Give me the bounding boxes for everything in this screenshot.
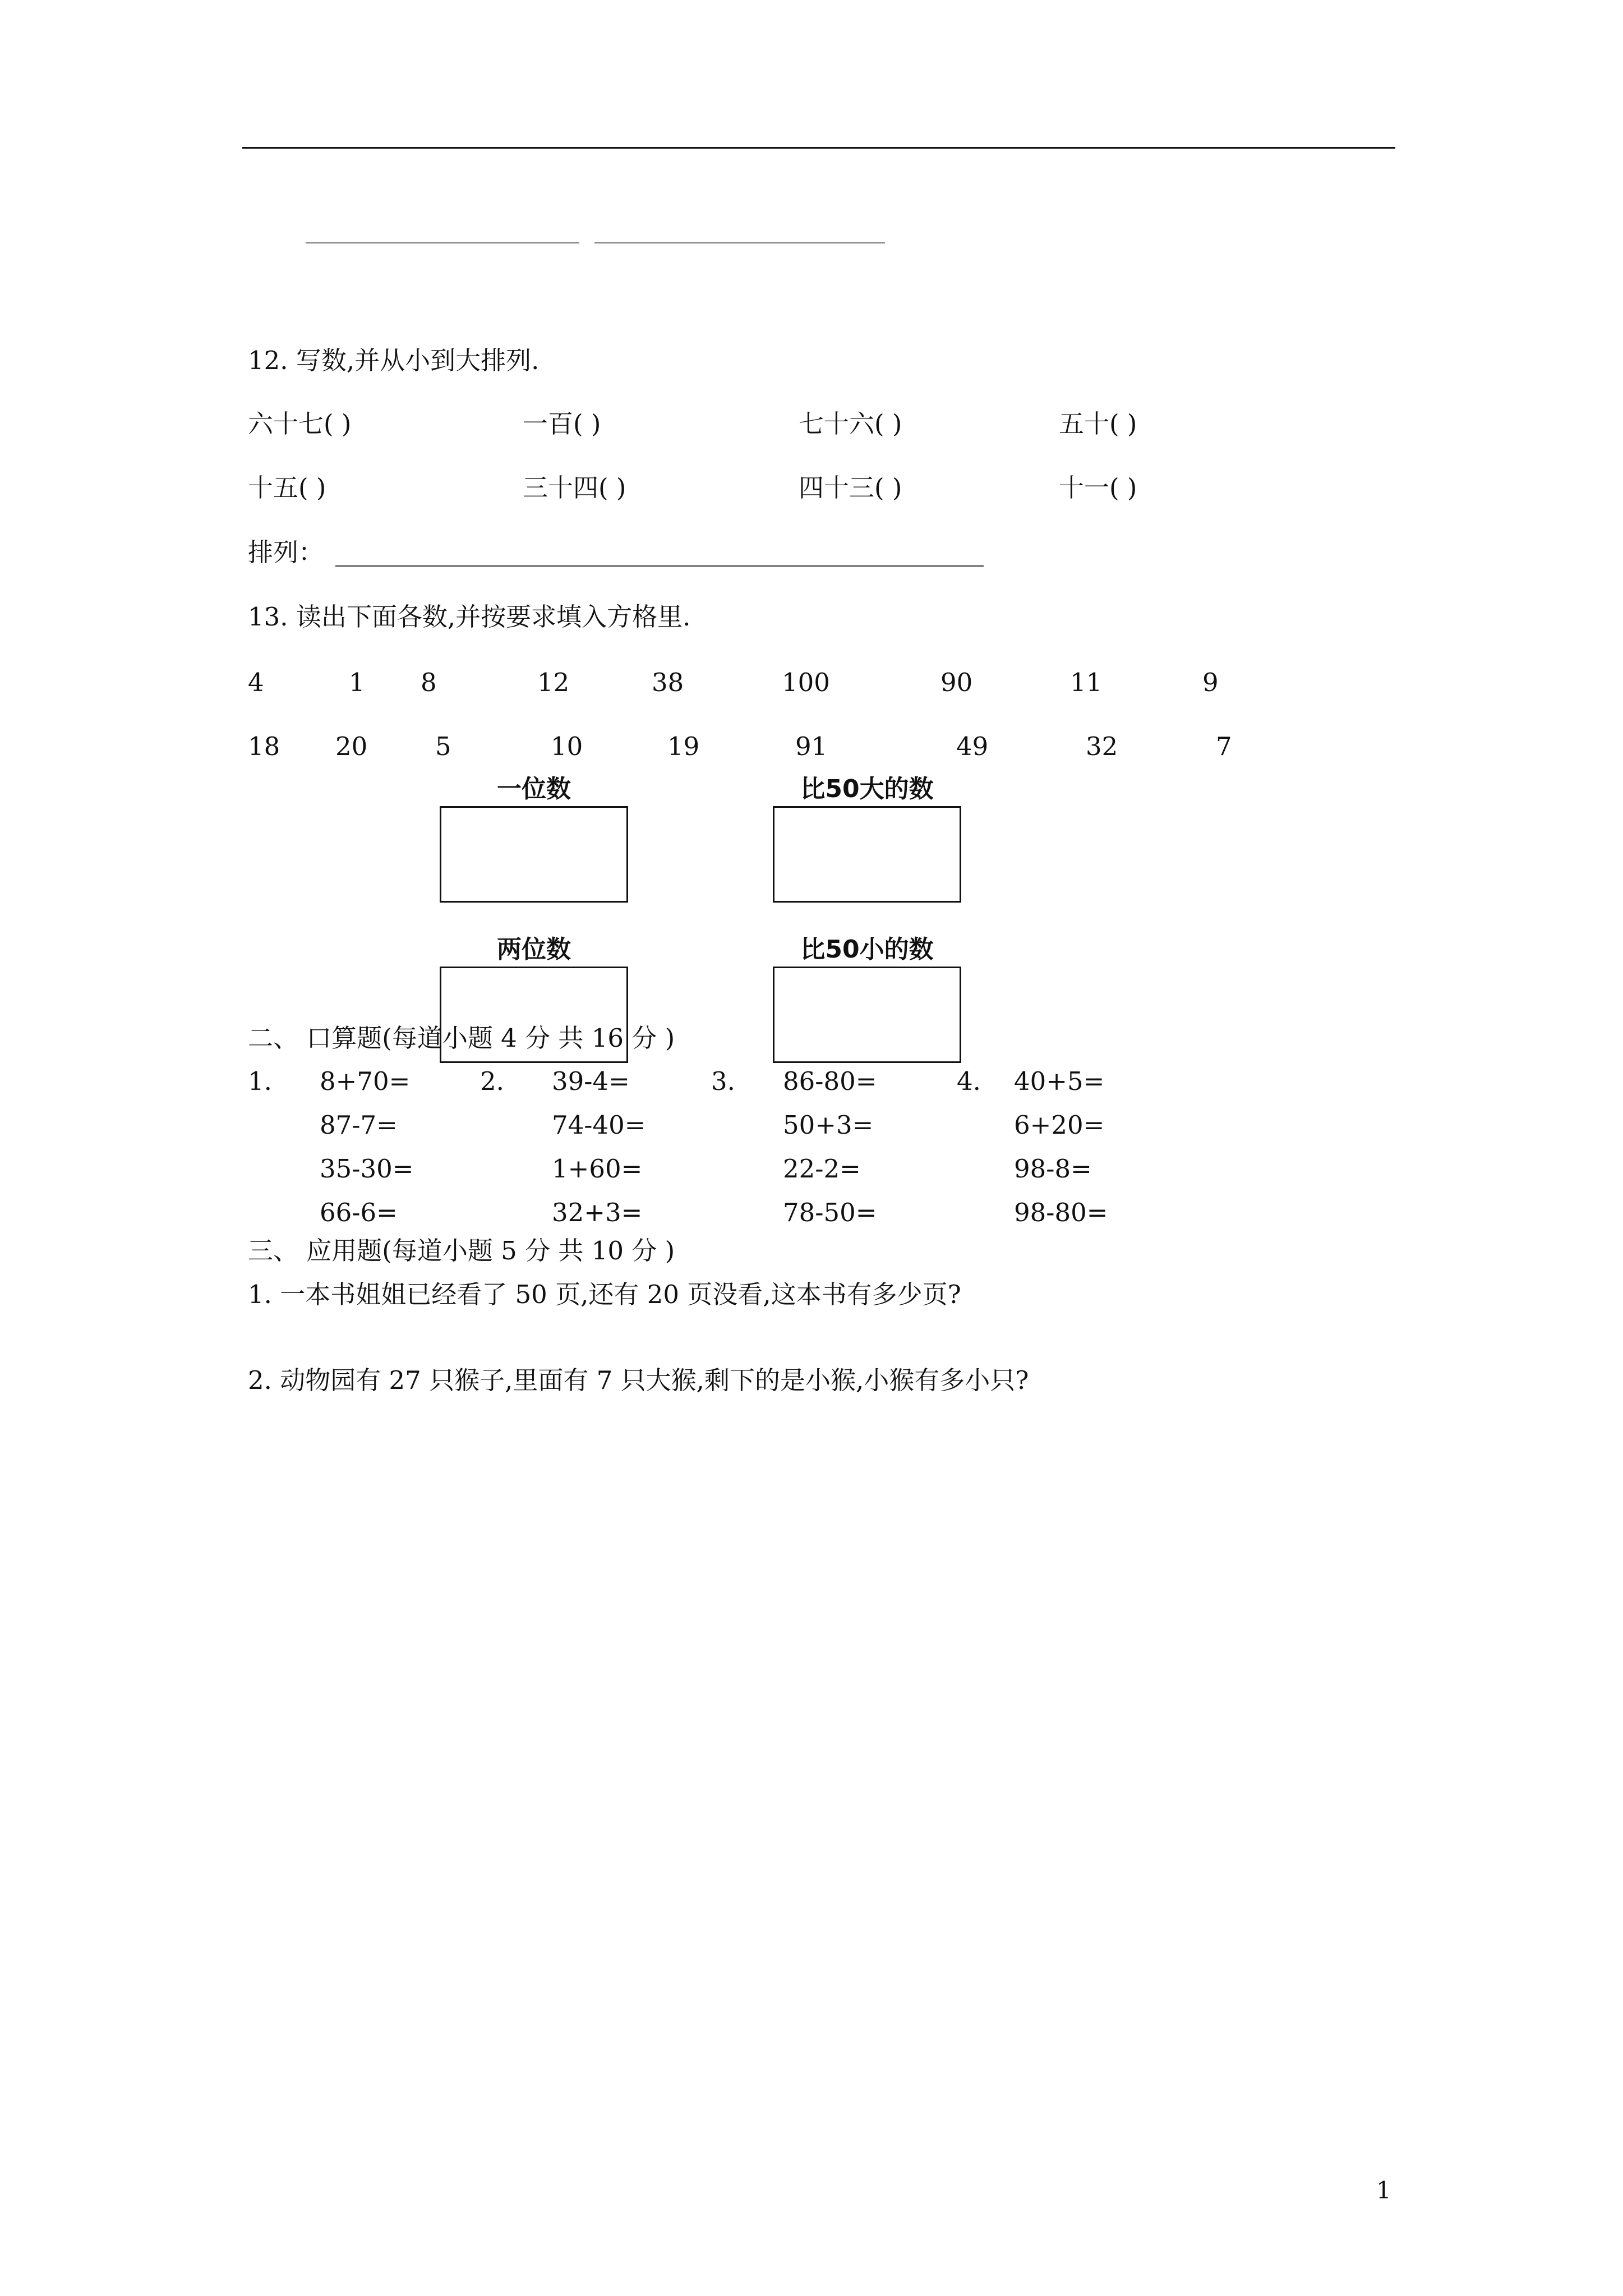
section2-number: 3. xyxy=(711,1066,735,1096)
q12-item: 四十三( ) xyxy=(799,473,902,503)
q13-title: 13. 读出下面各数,并按要求填入方格里. xyxy=(248,602,691,632)
q12-item: 六十七( ) xyxy=(248,409,352,439)
calc-item: 66-6= xyxy=(320,1198,398,1227)
q12-title: 12. 写数,并从小到大排列. xyxy=(248,346,540,375)
calc-item: 74-40= xyxy=(552,1110,646,1140)
q13-number: 8 xyxy=(421,668,437,697)
q13-number: 1 xyxy=(349,668,365,697)
single-digit-box[interactable] xyxy=(440,806,628,903)
top-blank-2[interactable] xyxy=(594,242,885,243)
q12-item: 三十四( ) xyxy=(523,473,626,503)
q13-number: 7 xyxy=(1216,731,1232,761)
q13-number: 32 xyxy=(1086,731,1118,761)
section3-title: 三、 应用题(每道小题 5 分 共 10 分 ) xyxy=(248,1236,675,1266)
calc-item: 50+3= xyxy=(783,1110,874,1140)
word-problem: 1. 一本书姐姐已经看了 50 页,还有 20 页没看,这本书有多少页? xyxy=(248,1280,961,1309)
header-rule xyxy=(242,147,1395,149)
q12-item: 五十( ) xyxy=(1059,409,1137,439)
section2-number: 2. xyxy=(480,1066,504,1096)
q13-number: 10 xyxy=(551,731,583,761)
top-blank-1[interactable] xyxy=(306,242,579,243)
q13-number: 49 xyxy=(956,731,989,761)
calc-item: 39-4= xyxy=(552,1066,630,1096)
section2-number: 1. xyxy=(248,1066,272,1096)
q13-number: 100 xyxy=(782,668,830,697)
q12-item: 十五( ) xyxy=(248,473,326,503)
page-number: 1 xyxy=(1376,2177,1391,2204)
less-than-50-box[interactable] xyxy=(773,967,961,1063)
q12-item: 七十六( ) xyxy=(799,409,902,439)
box-label-two-digit: 两位数 xyxy=(497,935,571,964)
q13-number: 9 xyxy=(1202,668,1219,697)
calc-item: 40+5= xyxy=(1014,1066,1105,1096)
word-problem: 2. 动物园有 27 只猴子,里面有 7 只大猴,剩下的是小猴,小猴有多小只? xyxy=(248,1365,1029,1395)
calc-item: 98-80= xyxy=(1014,1198,1108,1227)
q12-item: 十一( ) xyxy=(1059,473,1137,503)
calc-item: 98-8= xyxy=(1014,1154,1092,1184)
calc-item: 8+70= xyxy=(320,1066,411,1096)
box-label-greater-than-50: 比50大的数 xyxy=(800,775,934,803)
q13-number: 91 xyxy=(795,731,828,761)
calc-item: 87-7= xyxy=(320,1110,398,1140)
q13-number: 90 xyxy=(940,668,973,697)
arrange-answer-line[interactable] xyxy=(335,565,984,567)
calc-item: 86-80= xyxy=(783,1066,877,1096)
q13-number: 4 xyxy=(248,668,264,697)
calc-item: 6+20= xyxy=(1014,1110,1105,1140)
greater-than-50-box[interactable] xyxy=(773,806,961,903)
box-label-single-digit: 一位数 xyxy=(497,775,571,803)
calc-item: 35-30= xyxy=(320,1154,414,1184)
calc-item: 78-50= xyxy=(783,1198,877,1227)
calc-item: 22-2= xyxy=(783,1154,861,1184)
q13-number: 11 xyxy=(1070,668,1103,697)
section2-number: 4. xyxy=(957,1066,981,1096)
box-label-less-than-50: 比50小的数 xyxy=(800,935,934,964)
q12-item: 一百( ) xyxy=(523,409,601,439)
calc-item: 1+60= xyxy=(552,1154,643,1184)
q13-number: 5 xyxy=(435,731,451,761)
q13-number: 12 xyxy=(537,668,570,697)
q13-number: 18 xyxy=(248,731,280,761)
section2-title: 二、 口算题(每道小题 4 分 共 16 分 ) xyxy=(248,1023,675,1053)
q13-number: 38 xyxy=(652,668,684,697)
q13-number: 20 xyxy=(335,731,368,761)
calc-item: 32+3= xyxy=(552,1198,643,1227)
arrange-label: 排列： xyxy=(248,537,324,567)
q13-number: 19 xyxy=(667,731,700,761)
